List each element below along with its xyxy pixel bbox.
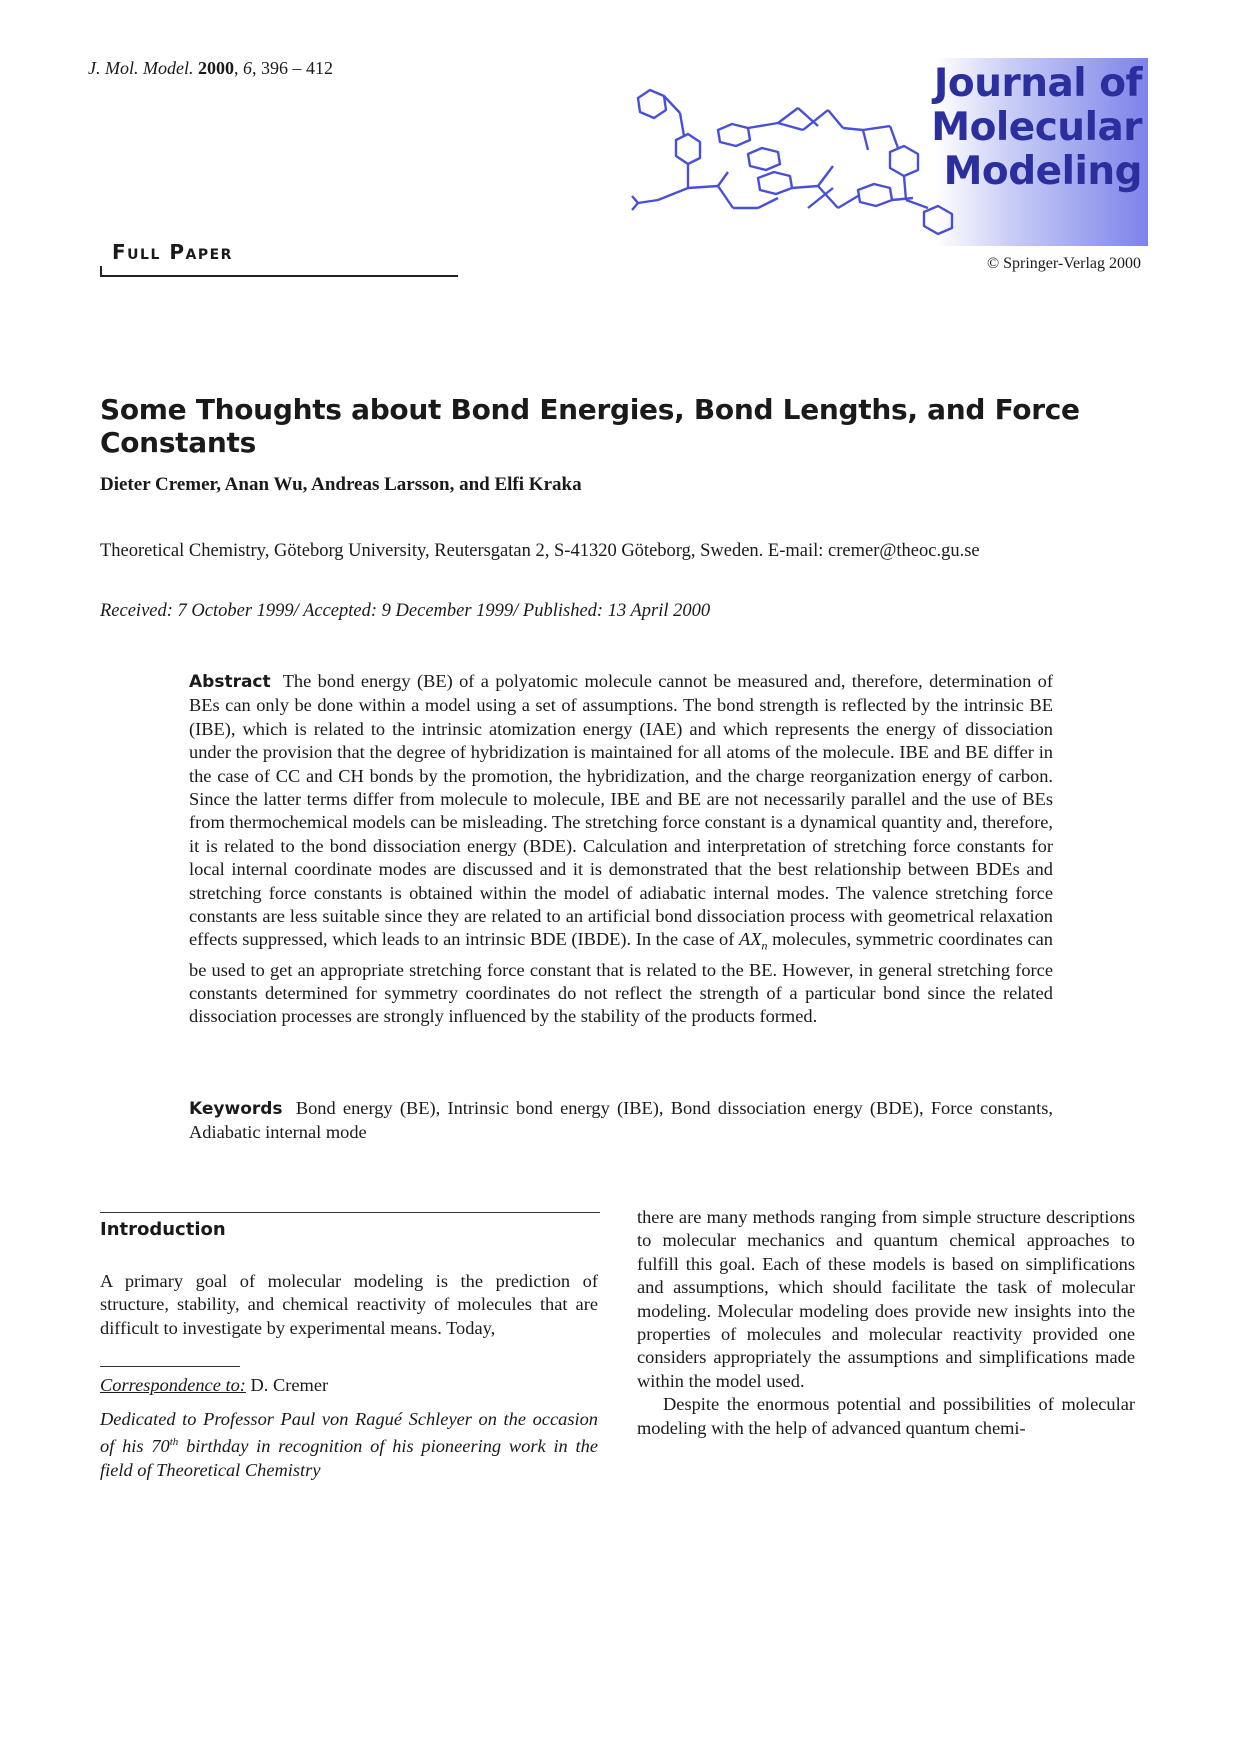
article-affiliation: Theoretical Chemistry, Göteborg University, Reutersgatan 2, S-41320 Göteborg, Sweden. E-mail: cremer@theoc.gu.se [100,541,980,561]
intro-left-text: A primary goal of molecular modeling is the prediction of structure, stability, and chemical reactivity of molecules that are difficult to investigate by experimental means. Today, [100,1271,598,1338]
intro-heading: Introduction [100,1219,226,1240]
intro-rule [100,1212,600,1213]
journal-year: 2000 [197,58,234,78]
keywords-label: Keywords [189,1099,283,1119]
correspondence [100,1375,328,1396]
correspondence-name: D. Cremer [250,1375,329,1395]
section-label-rule [100,275,458,277]
abstract-text-1: The bond energy (BE) of a polyatomic molecule cannot be measured and, therefore, determination of BEs can only be done within a model using a set of assumptions. The bond strength is reflected by the intrinsic BE (IBE), which is related to the intrinsic atomization energy (IAE) and which represents the energy of dissociation under the provision that the degree of hybridization is maintained for all atoms of the molecule. IBE and BE differ in the case of CC and CH bonds by the promotion, the hybridization, and the charge reorganization energy of carbon. Since the latter terms differ from molecule to molecule, IBE and BE are not necessarily parallel and the use of BEs from thermochemical models can be misleading. The stretching force constant is a dynamical quantity and, therefore, it is related to the bond dissociation energy (BDE). Calculation and interpretation of stretching force constants for local internal coordinate modes are discussed and it is demonstrated that the best relationship between BDEs and stretching force constants is obtained within the model of adiabatic internal modes. The valence stretching force constants are less suitable since they are related to an artificial bond dissociation process with geometrical relaxation effects suppressed, which leads to an intrinsic BDE (IBDE). In the case of [189,671,1053,950]
journal-logo [628,58,1148,248]
logo-line-3: Modeling [943,149,1142,194]
dedication: Dedicated to Professor Paul von Ragué Schleyer on the occasion of his 70th birthday in recognition of his pioneering work in the field of Theoretical Chemistry [100,1409,598,1480]
correspondence-label: Correspondence to: [100,1375,246,1395]
dedication-sup: th [169,1436,179,1449]
footnote-rule [100,1366,240,1367]
logo-text [931,62,1142,194]
journal-pages: 396 – 412 [260,58,333,78]
article-title: Some Thoughts about Bond Energies, Bond Lengths, and Force Constants [100,393,1080,459]
abstract-formula: $AX_n$ [738,929,768,954]
article-dates: Received: 7 October 1999/ Accepted: 9 December 1999/ Published: 13 April 2000 [100,601,711,621]
logo-line-1: Journal of [933,61,1142,106]
journal-abbrev: J. Mol. Model. [88,58,194,78]
logo-line-2: Molecular [931,105,1142,150]
right-paragraph-2: Despite the enormous potential and possibilities of molecular modeling with the help of advanced quantum chemi- [637,1394,1135,1438]
abstract-label: Abstract [189,672,271,692]
abstract-text-2: molecules, symmetric coordinates can be used to get an appropriate stretching force constant that is related to the BE. However, in general stretching force constants determined for symmetry coordinates do not reflect the strength of a particular bond since the related dissociation processes are strongly influenced by the stability of the products formed. [189,929,1053,1027]
section-label: Full Paper [112,240,233,264]
journal-citation: J. Mol. Model. 2000, 6, 396 – 412 [88,58,333,78]
intro-right-column [637,1206,1135,1440]
right-paragraph-1: there are many methods ranging from simple structure descriptions to molecular mechanics and quantum chemical approaches to fulfill this goal. Each of these models is based on simplifications and assumptions, which should facilitate the task of molecular modeling. Molecular modeling does provide new insights into the properties of molecules and molecular reactivity provided one considers appropriately the assumptions and simplifications made within the model used. [637,1207,1135,1391]
article-authors: Dieter Cremer, Anan Wu, Andreas Larsson, and Elfi Kraka [100,474,582,495]
journal-volume: 6 [242,58,252,78]
molecule-graphic-icon [628,68,958,243]
keywords-text: Bond energy (BE), Intrinsic bond energy (IBE), Bond dissociation energy (BDE), Force constants, Adiabatic internal mode [189,1098,1053,1143]
abstract [189,670,1053,1029]
keywords [189,1097,1053,1145]
copyright-notice: © Springer-Verlag 2000 [986,255,1141,272]
